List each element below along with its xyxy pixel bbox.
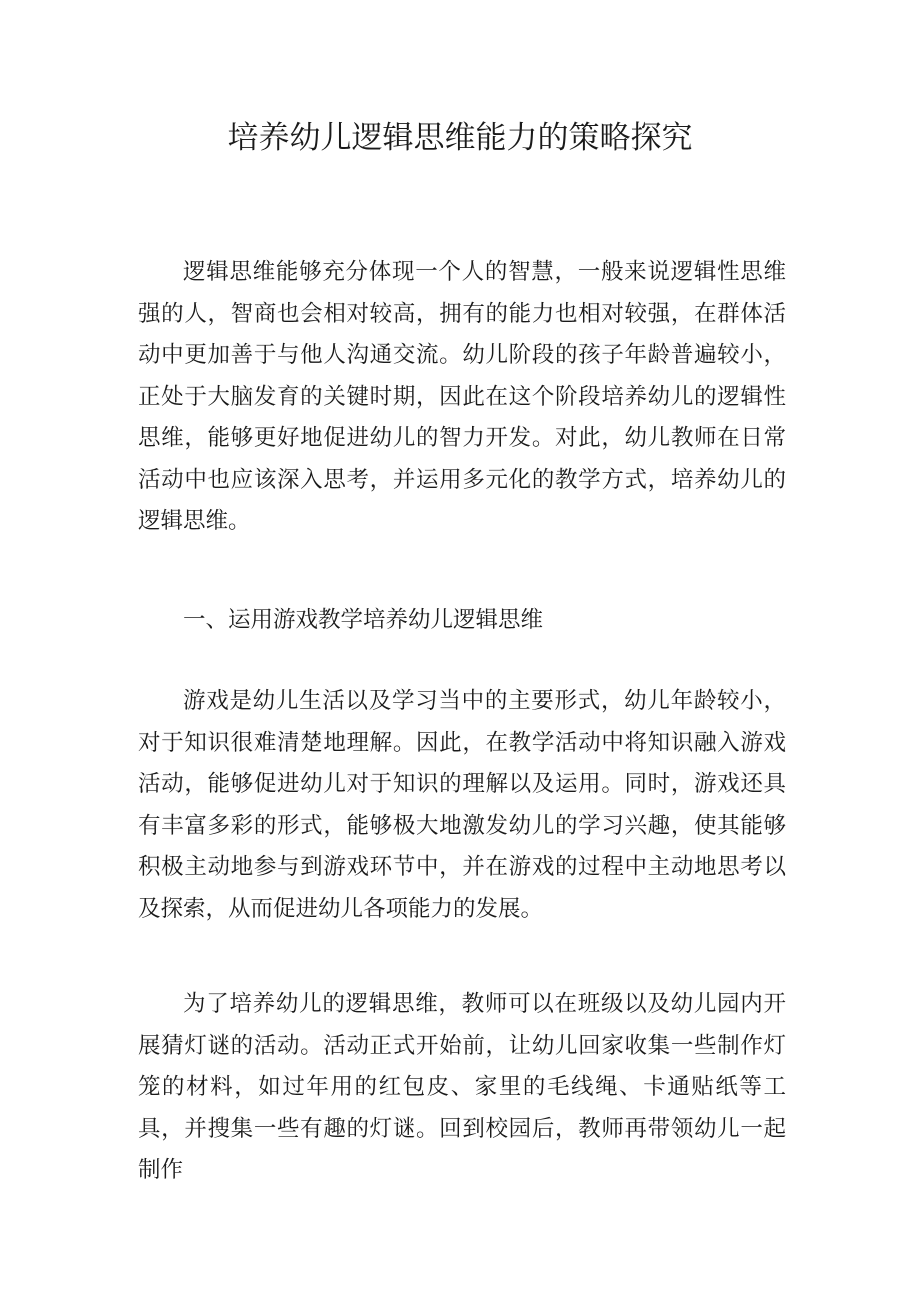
paragraph-games: 游戏是幼儿生活以及学习当中的主要形式，幼儿年龄较小，对于知识很难清楚地理解。因此，在教学活动中将知识融入游戏活动，能够促进幼儿对于知识的理解以及运用。同时，游戏还具有丰富多彩的形式，能够极大地激发幼儿的学习兴趣，使其能够积极主动地参与到游戏环节中，并在游戏的过程中主动地思考以及探索，从而促进幼儿各项能力的发展。 [138,688,786,922]
document-title: 培养幼儿逻辑思维能力的策略探究 [227,120,693,156]
section-heading-1: 一、运用游戏教学培养幼儿逻辑思维 [183,607,544,633]
paragraph-intro: 逻辑思维能够充分体现一个人的智慧，一般来说逻辑性思维强的人，智商也会相对较高，拥有的能力也相对较强，在群体活动中更加善于与他人沟通交流。幼儿阶段的孩子年龄普遍较小，正处于大脑发育的关键时期，因此在这个阶段培养幼儿的逻辑性思维，能够更好地促进幼儿的智力开发。对此，幼儿教师在日常活动中也应该深入思考，并运用多元化的教学方式，培养幼儿的逻辑思维。 [138,259,786,534]
paragraph-riddle-activity: 为了培养幼儿的逻辑思维，教师可以在班级以及幼儿园内开展猜灯谜的活动。活动正式开始前，让幼儿回家收集一些制作灯笼的材料，如过年用的红包皮、家里的毛线绳、卡通贴纸等工具，并搜集一些有趣的灯谜。回到校园后，教师再带领幼儿一起制作 [138,991,786,1183]
